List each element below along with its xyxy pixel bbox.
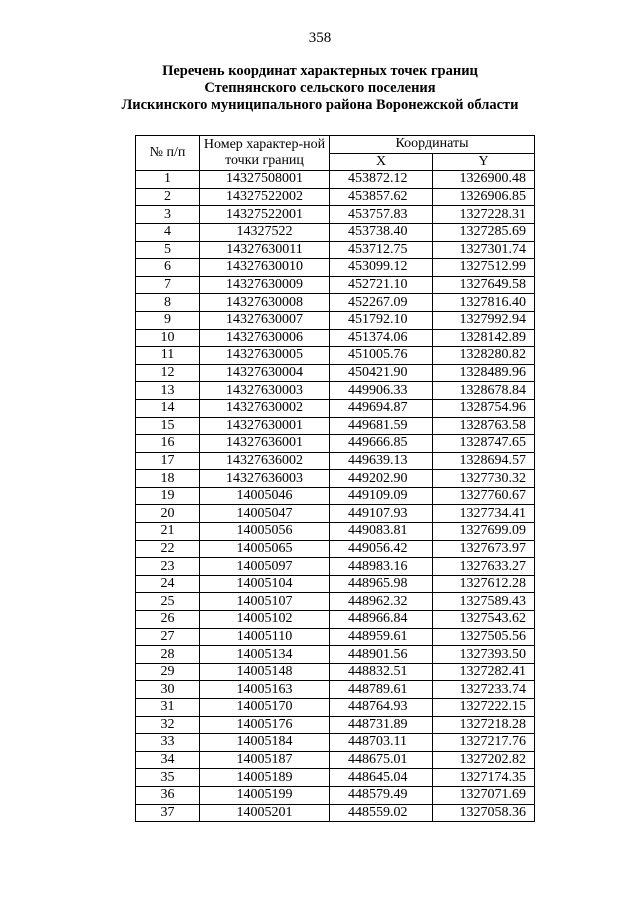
row-point-number: 14327630011 <box>200 241 330 259</box>
row-index: 29 <box>136 663 200 681</box>
table-header <box>136 136 535 171</box>
row-x: 448959.61 <box>330 628 433 646</box>
table-row <box>136 786 535 804</box>
table-row <box>136 487 535 505</box>
row-x: 448789.61 <box>330 681 433 699</box>
row-index: 4 <box>136 223 200 241</box>
row-x: 453872.12 <box>330 171 433 189</box>
table-row <box>136 575 535 593</box>
row-y: 1327282.41 <box>433 663 535 681</box>
page-number: 358 <box>308 30 332 46</box>
header-index: № п/п <box>136 136 200 171</box>
table-row <box>136 294 535 312</box>
row-point-number: 14327630005 <box>200 347 330 365</box>
row-point-number: 14327636003 <box>200 470 330 488</box>
row-x: 448962.32 <box>330 593 433 611</box>
row-index: 5 <box>136 241 200 259</box>
row-y: 1327612.28 <box>433 575 535 593</box>
row-y: 1328280.82 <box>433 347 535 365</box>
row-y: 1327218.28 <box>433 716 535 734</box>
row-index: 19 <box>136 487 200 505</box>
header-x: X <box>330 153 433 171</box>
row-y: 1328678.84 <box>433 382 535 400</box>
row-y: 1327202.82 <box>433 751 535 769</box>
table-row <box>136 435 535 453</box>
table-row <box>136 470 535 488</box>
row-point-number: 14327522002 <box>200 188 330 206</box>
row-y: 1327222.15 <box>433 699 535 717</box>
title-line-3: Лискинского муниципального района Воронежской области <box>121 97 519 113</box>
row-y: 1327217.76 <box>433 734 535 752</box>
row-x: 449681.59 <box>330 417 433 435</box>
row-x: 449906.33 <box>330 382 433 400</box>
row-point-number: 14005184 <box>200 734 330 752</box>
row-point-number: 14005163 <box>200 681 330 699</box>
row-index: 15 <box>136 417 200 435</box>
row-y: 1327058.36 <box>433 804 535 822</box>
row-point-number: 14005047 <box>200 505 330 523</box>
table-row <box>136 646 535 664</box>
row-x: 452721.10 <box>330 276 433 294</box>
row-index: 20 <box>136 505 200 523</box>
row-x: 449109.09 <box>330 487 433 505</box>
row-index: 7 <box>136 276 200 294</box>
row-y: 1328142.89 <box>433 329 535 347</box>
row-y: 1327071.69 <box>433 786 535 804</box>
row-x: 453857.62 <box>330 188 433 206</box>
table-row <box>136 399 535 417</box>
table-row <box>136 311 535 329</box>
row-index: 2 <box>136 188 200 206</box>
row-point-number: 14327630010 <box>200 259 330 277</box>
table-row <box>136 716 535 734</box>
row-y: 1327393.50 <box>433 646 535 664</box>
table-row <box>136 382 535 400</box>
row-x: 448901.56 <box>330 646 433 664</box>
row-index: 31 <box>136 699 200 717</box>
row-index: 10 <box>136 329 200 347</box>
row-x: 448966.84 <box>330 611 433 629</box>
row-y: 1327174.35 <box>433 769 535 787</box>
table-row <box>136 452 535 470</box>
header-coordinates: Координаты <box>330 136 535 154</box>
row-x: 449056.42 <box>330 540 433 558</box>
row-index: 33 <box>136 734 200 752</box>
table-body <box>136 171 535 822</box>
row-index: 1 <box>136 171 200 189</box>
row-y: 1327649.58 <box>433 276 535 294</box>
row-point-number: 14327630003 <box>200 382 330 400</box>
table-row <box>136 734 535 752</box>
row-y: 1327228.31 <box>433 206 535 224</box>
row-index: 23 <box>136 558 200 576</box>
row-index: 3 <box>136 206 200 224</box>
row-point-number: 14327636002 <box>200 452 330 470</box>
row-point-number: 14005046 <box>200 487 330 505</box>
row-point-number: 14005148 <box>200 663 330 681</box>
row-x: 451005.76 <box>330 347 433 365</box>
row-point-number: 14327630001 <box>200 417 330 435</box>
row-index: 24 <box>136 575 200 593</box>
row-point-number: 14005104 <box>200 575 330 593</box>
row-y: 1328763.58 <box>433 417 535 435</box>
row-y: 1328747.65 <box>433 435 535 453</box>
row-index: 30 <box>136 681 200 699</box>
row-point-number: 14327630004 <box>200 364 330 382</box>
row-x: 449107.93 <box>330 505 433 523</box>
row-index: 27 <box>136 628 200 646</box>
coordinates-table <box>135 135 535 822</box>
row-y: 1327816.40 <box>433 294 535 312</box>
row-index: 25 <box>136 593 200 611</box>
row-y: 1327233.74 <box>433 681 535 699</box>
row-point-number: 14327630002 <box>200 399 330 417</box>
table-row <box>136 329 535 347</box>
row-y: 1327633.27 <box>433 558 535 576</box>
table-row <box>136 769 535 787</box>
row-x: 448983.16 <box>330 558 433 576</box>
row-point-number: 14005187 <box>200 751 330 769</box>
row-x: 451792.10 <box>330 311 433 329</box>
row-y: 1327285.69 <box>433 223 535 241</box>
table-row <box>136 505 535 523</box>
row-index: 28 <box>136 646 200 664</box>
row-y: 1328489.96 <box>433 364 535 382</box>
table-row <box>136 611 535 629</box>
table-row <box>136 347 535 365</box>
row-y: 1326900.48 <box>433 171 535 189</box>
title-line-1: Перечень координат характерных точек границ <box>162 63 478 79</box>
table-row <box>136 804 535 822</box>
row-x: 448559.02 <box>330 804 433 822</box>
row-y: 1326906.85 <box>433 188 535 206</box>
row-point-number: 14005056 <box>200 523 330 541</box>
table-row <box>136 628 535 646</box>
table-row <box>136 681 535 699</box>
row-index: 16 <box>136 435 200 453</box>
header-point-number: Номер характер-ной точки границ <box>200 136 330 171</box>
row-x: 448965.98 <box>330 575 433 593</box>
row-x: 448832.51 <box>330 663 433 681</box>
table-row <box>136 558 535 576</box>
row-y: 1327505.56 <box>433 628 535 646</box>
row-point-number: 14005107 <box>200 593 330 611</box>
row-y: 1327512.99 <box>433 259 535 277</box>
table-row <box>136 663 535 681</box>
title-line-2: Степнянского сельского поселения <box>204 80 436 96</box>
row-index: 36 <box>136 786 200 804</box>
row-x: 449666.85 <box>330 435 433 453</box>
row-x: 448703.11 <box>330 734 433 752</box>
row-y: 1327730.32 <box>433 470 535 488</box>
row-x: 449083.81 <box>330 523 433 541</box>
table-row <box>136 241 535 259</box>
table-row <box>136 171 535 189</box>
row-point-number: 14005065 <box>200 540 330 558</box>
row-index: 17 <box>136 452 200 470</box>
row-index: 12 <box>136 364 200 382</box>
row-index: 6 <box>136 259 200 277</box>
row-y: 1327734.41 <box>433 505 535 523</box>
row-y: 1328694.57 <box>433 452 535 470</box>
row-x: 449694.87 <box>330 399 433 417</box>
row-x: 448731.89 <box>330 716 433 734</box>
row-x: 449202.90 <box>330 470 433 488</box>
row-point-number: 14327522001 <box>200 206 330 224</box>
row-point-number: 14005110 <box>200 628 330 646</box>
row-point-number: 14005170 <box>200 699 330 717</box>
row-x: 453712.75 <box>330 241 433 259</box>
row-y: 1328754.96 <box>433 399 535 417</box>
row-x: 448645.04 <box>330 769 433 787</box>
row-y: 1327301.74 <box>433 241 535 259</box>
row-point-number: 14327636001 <box>200 435 330 453</box>
row-index: 34 <box>136 751 200 769</box>
row-x: 453757.83 <box>330 206 433 224</box>
row-x: 448675.01 <box>330 751 433 769</box>
row-y: 1327673.97 <box>433 540 535 558</box>
row-point-number: 14005201 <box>200 804 330 822</box>
row-point-number: 14327630008 <box>200 294 330 312</box>
header-y: Y <box>433 153 535 171</box>
document-title <box>0 63 640 114</box>
row-point-number: 14005199 <box>200 786 330 804</box>
row-index: 18 <box>136 470 200 488</box>
row-y: 1327760.67 <box>433 487 535 505</box>
row-point-number: 14327508001 <box>200 171 330 189</box>
row-x: 448764.93 <box>330 699 433 717</box>
row-index: 32 <box>136 716 200 734</box>
row-index: 21 <box>136 523 200 541</box>
row-point-number: 14327630007 <box>200 311 330 329</box>
row-x: 449639.13 <box>330 452 433 470</box>
row-index: 26 <box>136 611 200 629</box>
row-point-number: 14327522 <box>200 223 330 241</box>
row-index: 22 <box>136 540 200 558</box>
row-index: 37 <box>136 804 200 822</box>
row-point-number: 14005176 <box>200 716 330 734</box>
table-row <box>136 206 535 224</box>
table-row <box>136 364 535 382</box>
row-point-number: 14005189 <box>200 769 330 787</box>
row-y: 1327699.09 <box>433 523 535 541</box>
row-point-number: 14327630009 <box>200 276 330 294</box>
row-x: 451374.06 <box>330 329 433 347</box>
row-x: 453738.40 <box>330 223 433 241</box>
table-row <box>136 699 535 717</box>
table-row <box>136 751 535 769</box>
row-index: 13 <box>136 382 200 400</box>
row-index: 11 <box>136 347 200 365</box>
table-row <box>136 276 535 294</box>
row-point-number: 14005097 <box>200 558 330 576</box>
row-x: 448579.49 <box>330 786 433 804</box>
table-row <box>136 523 535 541</box>
row-index: 8 <box>136 294 200 312</box>
table-row <box>136 223 535 241</box>
row-point-number: 14327630006 <box>200 329 330 347</box>
row-index: 9 <box>136 311 200 329</box>
row-y: 1327543.62 <box>433 611 535 629</box>
row-index: 35 <box>136 769 200 787</box>
table-row <box>136 417 535 435</box>
row-x: 453099.12 <box>330 259 433 277</box>
table-row <box>136 593 535 611</box>
row-point-number: 14005134 <box>200 646 330 664</box>
row-index: 14 <box>136 399 200 417</box>
row-y: 1327589.43 <box>433 593 535 611</box>
table-row <box>136 188 535 206</box>
row-x: 450421.90 <box>330 364 433 382</box>
table-row <box>136 540 535 558</box>
table-row <box>136 259 535 277</box>
row-x: 452267.09 <box>330 294 433 312</box>
row-point-number: 14005102 <box>200 611 330 629</box>
row-y: 1327992.94 <box>433 311 535 329</box>
